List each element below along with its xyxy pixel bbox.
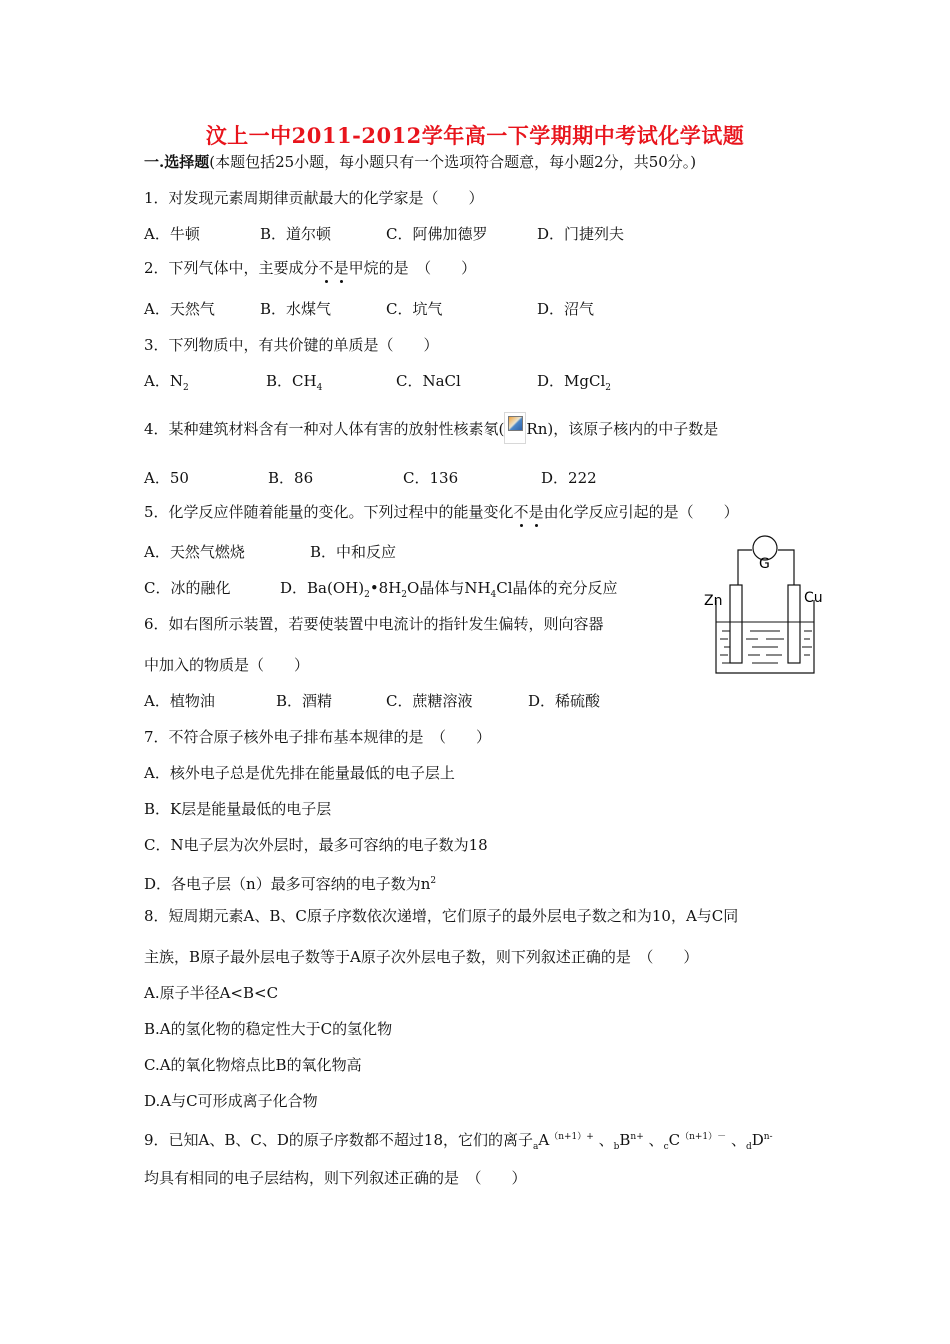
subscript: 2 [605,383,611,393]
q4-stem-text: 4．某种建筑材料含有一种对人体有害的放射性核素氡( [144,420,505,438]
q2-option-d: D．沼气 [537,300,595,318]
q6-option-b: B．酒精 [276,692,333,710]
ion-prefix: d [745,1142,752,1152]
question-1-stem: 1．对发现元素周期律贡献最大的化学家是（ ） [144,189,484,207]
question-6-stem-line1: 6．如右图所示装置，若要使装置中电流计的指针发生偏转，则向容器 [144,615,604,633]
question-8-stem-line2: 主族，B原子最外层电子数等于A原子次外层电子数，则下列叙述正确的是 （ ） [144,948,699,966]
q4-option-c: C．136 [403,469,459,487]
q1-option-b: B．道尔顿 [260,225,332,243]
q5-option-d-text: D．Ba(OH) [280,579,365,597]
question-5-stem [144,502,739,522]
separator: 、 [598,1131,614,1149]
q4-option-a: A．50 [144,469,189,487]
q5-option-a: A．天然气燃烧 [144,543,245,561]
q1-option-d: D．门捷列夫 [537,225,625,243]
subscript: 4 [490,590,497,600]
zn-label: Zn [704,593,723,609]
q3-option-d-text: D．MgCl [537,372,606,390]
separator: 、 [730,1131,746,1149]
q8-option-a: A.原子半径A<B<C [144,984,279,1002]
q7-option-d [144,871,436,894]
q1-option-a: A．牛顿 [144,225,200,243]
q2-option-b: B．水煤气 [260,300,332,318]
q4-stem-text: Rn)，该原子核内的中子数是 [526,420,719,438]
beaker [716,600,814,673]
q6-option-c: C．蔗糖溶液 [386,692,473,710]
q6-option-d: D．稀硫酸 [528,692,601,710]
q2-option-a: A．天然气 [144,300,215,318]
question-4-stem [144,412,718,444]
ion-symbol: A [538,1131,550,1149]
ion-prefix: a [533,1142,539,1152]
ion-charge: n- [763,1132,773,1142]
wire-left [738,550,752,585]
galvanic-cell-diagram [700,530,830,680]
ion-charge: n+ [630,1132,644,1142]
q1-option-c: C．阿佛加德罗 [386,225,488,243]
q3-option-a [144,371,189,398]
page-title: 汶上一中2011-2012学年高一下学期期中考试化学试题 [205,123,745,148]
ion-symbol: C [668,1131,681,1149]
ion-prefix: b [613,1142,620,1152]
q3-option-d [537,371,611,398]
ion-charge: （n+1）－ [680,1132,727,1142]
q7-option-d-text: D．各电子层（n）最多可容纳的电子数为n [144,875,431,893]
q5-stem-text: 由化学反应引起的是（ ） [543,503,739,521]
q2-stem-text: 甲烷的是 （ ） [348,259,477,277]
question-9-stem-line1 [144,1127,773,1157]
subscript: 2 [182,383,189,393]
subscript: 4 [316,383,323,393]
q4-option-d: D．222 [541,469,597,487]
ion-prefix: c [663,1142,669,1152]
question-3-stem: 3．下列物质中，有共价键的单质是（ ） [144,336,439,354]
ion-symbol: B [619,1131,631,1149]
q2-stem-text: 2．下列气体中，主要成分 [144,259,319,277]
galvanometer-label: G [759,556,770,572]
q5-option-d [280,578,618,605]
section-note: (本题包括25小题，每小题只有一个选项符合题意，每小题2分，共50分。) [209,153,697,171]
q3-option-b [266,371,322,398]
broken-image-icon [504,412,526,444]
q8-option-d: D.A与C可形成离子化合物 [144,1092,318,1110]
separator: 、 [648,1131,664,1149]
q5-option-d-text: •8H [369,579,402,597]
q3-option-c: C．NaCl [396,372,461,390]
q5-option-d-text: Cl晶体的充分反应 [496,579,618,597]
q2-option-c: C．坑气 [386,300,443,318]
section-heading: 一.选择题 [144,153,210,171]
q4-option-b: B．86 [268,469,314,487]
q5-option-d-text: O晶体与NH [407,579,491,597]
superscript: 2 [430,876,437,886]
q8-option-c: C.A的氧化物熔点比B的氧化物高 [144,1056,362,1074]
question-6-stem-line2: 中加入的物质是（ ） [144,656,310,674]
q3-option-a-text: A．N [144,372,183,390]
q5-option-b: B．中和反应 [310,543,397,561]
q5-emphasis-char: 不 [513,503,529,521]
q9-stem-text: 9．已知A、B、C、D的原子序数都不超过18，它们的离子 [144,1131,533,1149]
q5-option-c: C．冰的融化 [144,579,231,597]
q2-emphasis-char: 是 [333,259,349,277]
subscript: 2 [364,590,370,600]
section-header [144,152,696,172]
q6-option-a: A．植物油 [144,692,215,710]
q5-emphasis-char: 是 [528,503,544,521]
q3-option-b-text: B．CH [266,372,317,390]
subscript: 2 [401,590,408,600]
cu-electrode [788,585,800,663]
ion-symbol: D [751,1131,764,1149]
ion-charge: （n+1）+ [549,1132,594,1142]
q5-stem-text: 5．化学反应伴随着能量的变化。下列过程中的能量变化 [144,503,514,521]
question-7-stem: 7．不符合原子核外电子排布基本规律的是 （ ） [144,728,492,746]
q7-option-b: B．K层是能量最低的电子层 [144,800,332,818]
zn-electrode [730,585,742,663]
wire-right [778,550,794,585]
q7-option-c: C．N电子层为次外层时，最多可容纳的电子数为18 [144,836,488,854]
question-9-stem-line2: 均具有相同的电子层结构，则下列叙述正确的是 （ ） [144,1169,527,1187]
q7-option-a: A．核外电子总是优先排在能量最低的电子层上 [144,764,455,782]
question-8-stem-line1: 8．短周期元素A、B、C原子序数依次递增，它们原子的最外层电子数之和为10，A与C同 [144,907,739,925]
q8-option-b: B.A的氢化物的稳定性大于C的氢化物 [144,1020,393,1038]
cu-label: Cu [804,590,823,606]
q2-emphasis-char: 不 [318,259,334,277]
question-2-stem [144,258,476,278]
